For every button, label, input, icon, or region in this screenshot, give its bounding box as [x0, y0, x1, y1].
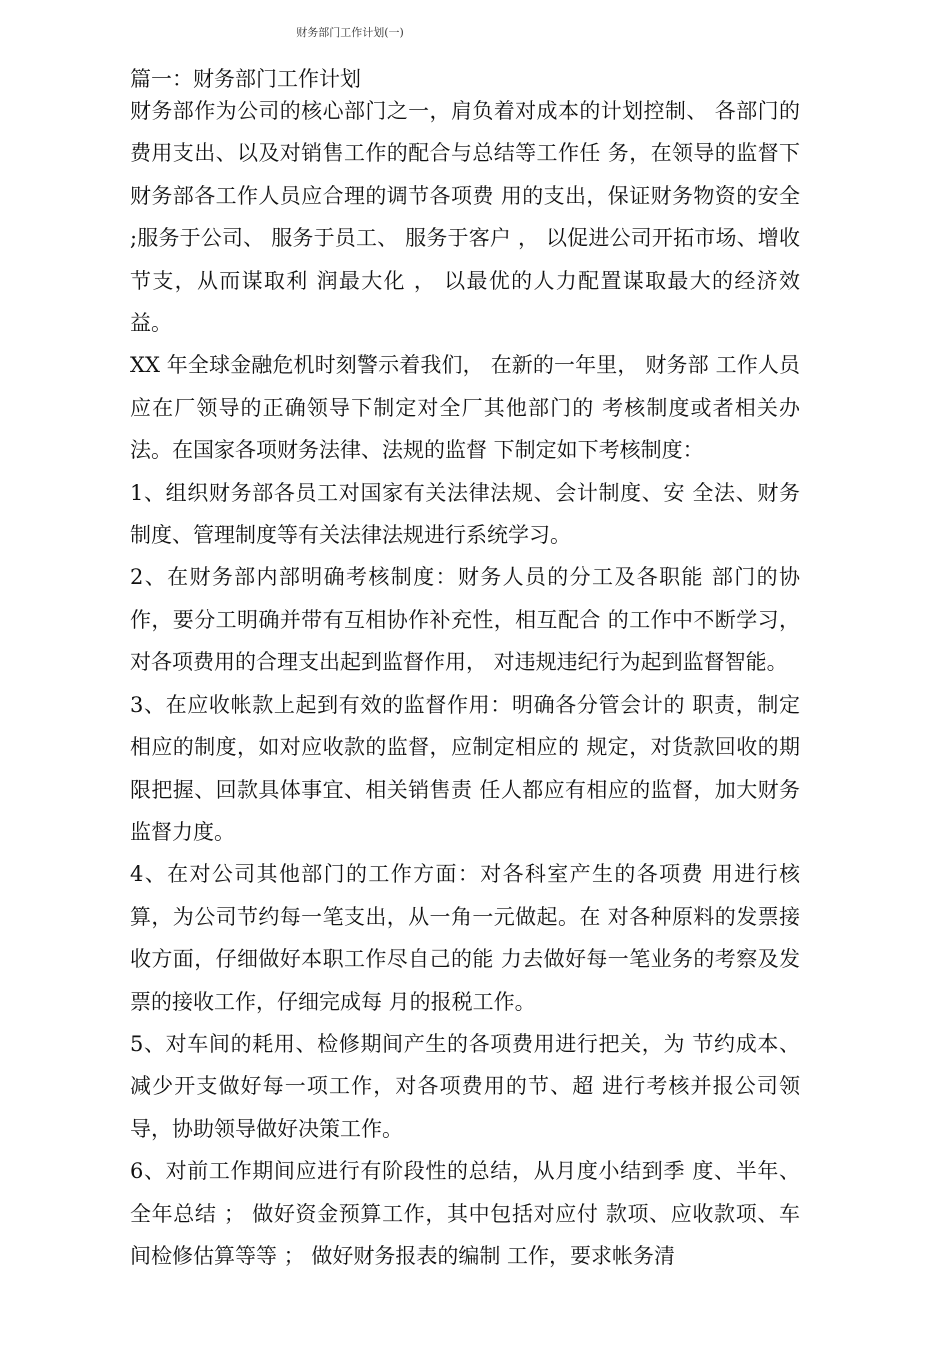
- paragraph-item-1: 1、组织财务部各员工对国家有关法律法规、会计制度、安 全法、财务制度、管理制度等有关法律法规进行系统学习。: [130, 480, 800, 548]
- paragraph-context: XX 年全球金融危机时刻警示着我们， 在新的一年里， 财务部 工作人员应在厂领导的正确领导下制定对全厂其他部门的 考核制度或者相关办法。在国家各项财务法律、法规的监督 下制定如下考核制度：: [130, 353, 800, 463]
- document-body: [130, 90, 800, 1277]
- document-title: 篇一：财务部门工作计划: [130, 67, 361, 91]
- paragraph-item-2: 2、在财务部内部明确考核制度：财务人员的分工及各职能 部门的协作，要分工明确并带有互相协作补充性，相互配合 的工作中不断学习，对各项费用的合理支出起到监督作用， 对违规违纪行为起到监督智能。: [130, 565, 800, 675]
- paragraph-item-3: 3、在应收帐款上起到有效的监督作用：明确各分管会计的 职责，制定相应的制度，如对应收款的监督，应制定相应的 规定，对货款回收的期限把握、回款具体事宜、相关销售责 任人都应有相应的监督，加大财务监督力度。: [130, 692, 800, 844]
- paragraph-intro: 财务部作为公司的核心部门之一，肩负着对成本的计划控制、 各部门的费用支出、以及对销售工作的配合与总结等工作任 务，在领导的监督下财务部各工作人员应合理的调节各项费 用的支出，保证财务物资的安全 ;服务于公司、 服务于员工、 服务于客户 ， 以促进公司开拓市场、增收节支，从而谋取利 润最大化 ， 以最优的人力配置谋取最大的经济效益。: [130, 99, 800, 336]
- paragraph-item-4: 4、在对公司其他部门的工作方面：对各科室产生的各项费 用进行核算，为公司节约每一笔支出，从一角一元做起。在 对各种原料的发票接收方面，仔细做好本职工作尽自己的能 力去做好每一笔业务的考察及发票的接收工作，仔细完成每 月的报税工作。: [130, 862, 800, 1014]
- running-header: 财务部门工作计划(一): [296, 26, 404, 39]
- paragraph-item-6: 6、对前工作期间应进行有阶段性的总结，从月度小结到季 度、半年、全年总结 ； 做好资金预算工作，其中包括对应付 款项、应收款项、车间检修估算等等 ； 做好财务报表的编制 工作，要求帐务清: [130, 1159, 800, 1268]
- paragraph-item-5: 5、对车间的耗用、检修期间产生的各项费用进行把关，为 节约成本、减少开支做好每一项工作，对各项费用的节、超 进行考核并报公司领导，协助领导做好决策工作。: [130, 1031, 800, 1141]
